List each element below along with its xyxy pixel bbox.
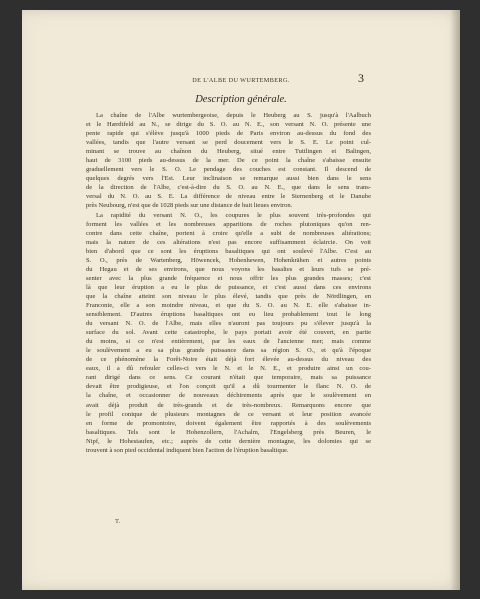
text-line: mais la nature de ces altérations n'est pas encore suffisamment éclaircie. On voit	[86, 238, 371, 246]
body-text	[86, 111, 371, 455]
text-line: graduellement vers le S. O. Le pendage des couches est constant. Il descend de	[86, 166, 371, 174]
page-number: 3	[358, 71, 364, 85]
text-line: là que leur éruption a eu le plus de puissance, et c'est aussi dans ces environs	[86, 283, 371, 291]
text-line: avait déjà produit de très-grands et de très-nombreux. Remarquons encore que	[86, 401, 371, 409]
text-line: surface du sol. Avant cette catastrophe, le pays portait avoir été couvert, en partie	[86, 329, 371, 337]
text-line: en forme de promontoire, doivent également être rapportés à des soulèvements	[86, 419, 371, 427]
text-line: de ce phénomène la Forêt-Noire était déjà fort élevée au-dessus du niveau des	[86, 356, 371, 364]
text-line: sensiblement. D'autres éruptions basaltiques ont eu lieu probablement tout le long	[86, 311, 371, 319]
section-title: Description générale.	[195, 94, 287, 105]
text-line: Franconie, elle a son moindre niveau, et que du S. O. au N. E. elle s'abaisse in-	[86, 301, 371, 309]
text-line: La rapidité du versant N. O., les coupures le plus souvent très-profondes qui	[96, 211, 371, 219]
text-line: eaux, il a dû refouler celles-ci vers le N. et le N. E., et produire ainsi un cou-	[86, 365, 371, 373]
book-page	[22, 10, 460, 590]
running-head: DE L'ALBE DU WURTEMBERG.	[192, 77, 290, 84]
text-line: près Neubourg, n'est que de 1028 pieds sur une distance de huit lieues environ.	[86, 202, 293, 210]
text-line: le soulèvement a eu sa plus grande puissance dans sa région S. O., et qu'à l'époque	[86, 347, 371, 355]
text-line: senter avec la plus grande fréquence et nous offrir les plus grandes masses; c'est	[86, 274, 371, 282]
text-line: forment les vallées et les nombreuses apparitions de roches plutoniques qu'on ren-	[86, 220, 371, 228]
text-line: quelques degrés vers l'Est. Leur inclinaison se remarque aussi bien dans le sens	[86, 175, 371, 183]
text-line: du Hegau et de ses environs, que nous voyons les basaltes et leurs tufs se pré-	[86, 265, 371, 273]
text-line: trouvent à son pied occidental indiquent bien l'action de l'éruption basaltique.	[86, 446, 289, 454]
text-line: basaltiques. Tels sont le Hohenzollern, l'Achalm, l'Engelsberg près Beuren, le	[86, 428, 371, 436]
text-line: du moins, si ce n'est entièrement, par les eaux de l'ancienne mer; mais comme	[86, 338, 371, 346]
text-line: de la direction de l'Albe, c'est-à-dire du S. O. au N. E., que dans le sens trans-	[86, 184, 371, 192]
text-line: La chaîne de l'Albe wurtembergeoise, depuis le Heuberg au S. jusqu'à l'Aalbuch	[96, 112, 371, 119]
text-line: bien d'abord que ce sont les éruptions basaltiques qui ont soulevé l'Albe. C'est au	[86, 247, 371, 255]
text-line: versal du N. O. au S. E. La différence de niveau entre le Sternenberg et le Danube	[86, 193, 371, 201]
text-line: haut de 3100 pieds au-dessus de la mer. De ce point la chaîne s'abaisse ensuite	[86, 157, 371, 165]
text-line: vallées, tandis que l'autre versant se perd doucement vers le S. E. Le point cul-	[86, 139, 371, 147]
text-line: Nipf, le Hohestaufen, etc.; auprès de cette dernière montagne, les dolomies qui se	[86, 437, 371, 445]
text-line: que la chaîne atteint son niveau le plus élevé, tandis que près de Nördlingen, en	[86, 292, 371, 300]
text-line: S. O., près de Wartenberg, Höwencek, Hohenhewen, Hohenkrähen et autres points	[86, 256, 371, 264]
text-line: contre dans cette chaîne, portent à croire qu'elle a subi de nombreuses altérations;	[86, 229, 371, 237]
text-line: devait être prodigieuse, et l'on conçoit qu'il a dû tourmenter le flanc N. O. de	[86, 383, 371, 391]
signature-mark: T.	[115, 518, 121, 525]
text-line: la chaîne, et occasionner de nouveaux déchirements après que le soulèvement en	[86, 392, 371, 400]
text-line: minant se trouve au chaînon du Heuberg, situé entre Tuttlingen et Balingen,	[86, 148, 371, 156]
text-line: et le Hærdtfeld au N., se dirige du S. O. au N. E., son versant N. O. présente une	[86, 121, 371, 129]
text-line: du versant N. O. de l'Albe, mais elles n'auront pas toujours pu s'élever jusqu'à la	[86, 320, 371, 328]
text-line: le profil conique de plusieurs montagnes de ce versant et leur position avancée	[86, 410, 371, 418]
text-line: rant dirigé dans ce sens. Ce courant n'était que temporaire, mais sa puissance	[86, 374, 371, 382]
text-line: pente rapide qui s'élève jusqu'à 1000 pieds de Paris environ au-dessus du fond des	[86, 130, 371, 138]
